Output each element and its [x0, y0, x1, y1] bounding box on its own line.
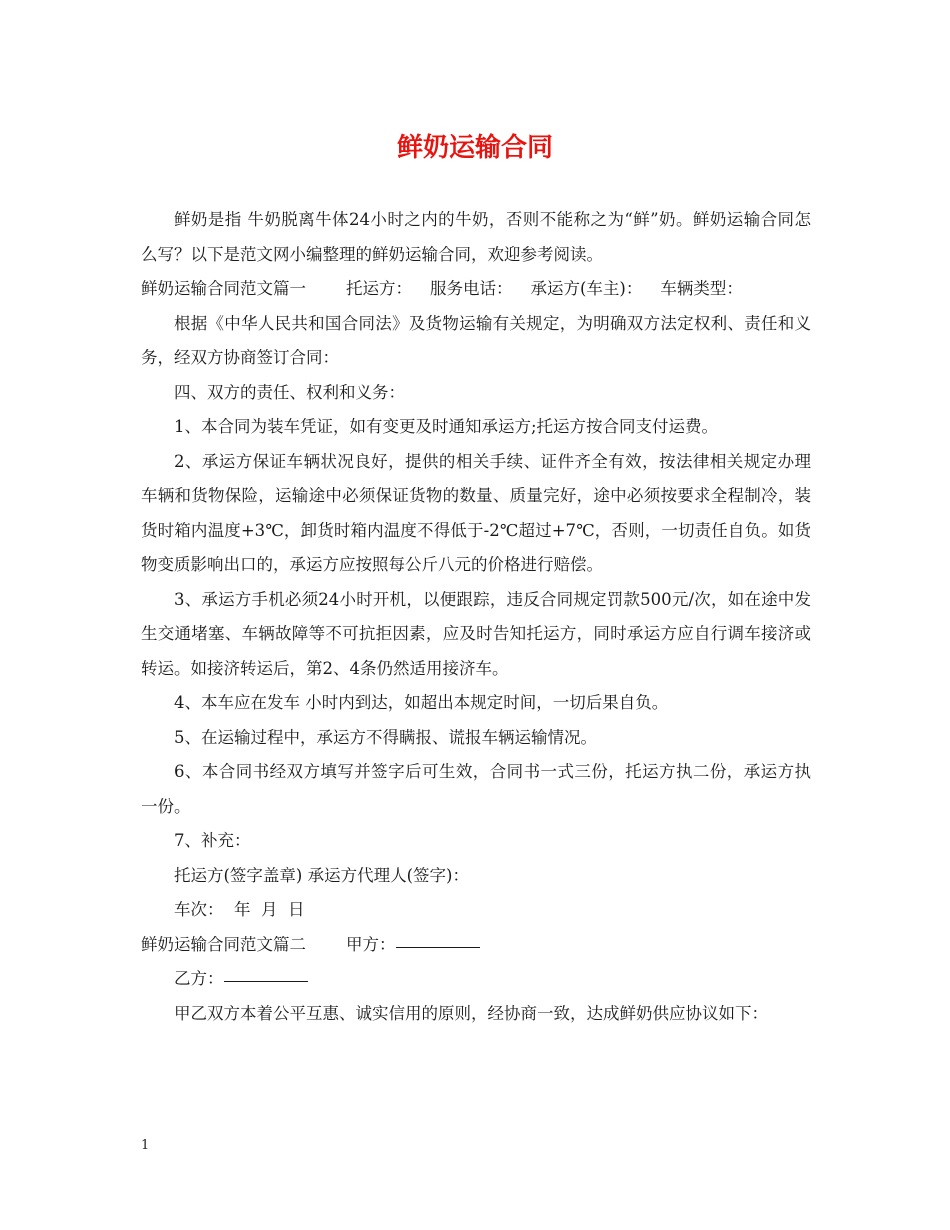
clause-3: 3、承运方手机必须24小时开机，以便跟踪，违反合同规定罚款500元/次，如在途中发生交通堵塞、车辆故障等不可抗拒因素，应及时告知托运方，同时承运方应自行调车接济或转运。如接济转运后，第2、4条仍然适用接济车。 [141, 589, 811, 678]
clause-5: 5、在运输过程中，承运方不得瞒报、谎报车辆运输情况。 [174, 727, 597, 747]
party-a-blank [396, 946, 480, 948]
party-b-line [141, 962, 811, 997]
document-body [141, 203, 811, 1031]
clause-4: 4、本车应在发车 小时内到达，如超出本规定时间，一切后果自负。 [174, 693, 669, 712]
sample1-heading: 鲜奶运输合同范文篇一 [141, 279, 306, 298]
field-vehicle-type: 车辆类型： [660, 279, 743, 298]
document-title: 鲜奶运输合同 [396, 133, 553, 163]
party-b-blank [224, 980, 308, 982]
section4-heading: 四、双方的责任、权利和义务： [174, 382, 405, 402]
signature-line: 托运方(签字盖章) 承运方代理人(签字)： [174, 865, 469, 885]
page-number: 1 [141, 1138, 150, 1153]
agreement-paragraph: 甲乙双方本着公平互惠、诚实信用的原则，经协商一致，达成鲜奶供应协议如下： [174, 1003, 768, 1023]
party-b-label: 乙方： [174, 969, 224, 988]
clause-2: 2、承运方保证车辆状况良好，提供的相关手续、证件齐全有效，按法律相关规定办理车辆和货物保险，运输途中必须保证货物的数量、质量完好，途中必须按要求全程制冷，装货时箱内温度+3℃，卸货时箱内温度不得低于-2℃超过+7℃，否则，一切责任自负。如货物变质影响出口的，承运方应按照每公斤八元的价格进行赔偿。 [141, 451, 811, 574]
clause-7: 7、补充： [174, 831, 251, 850]
field-carrier: 承运方(车主)： [530, 279, 643, 298]
party-a-label: 甲方： [346, 934, 396, 954]
sample1-header-line [141, 272, 811, 307]
clause-6: 6、本合同书经双方填写并签字后可生效，合同书一式三份，托运方执二份，承运方执一份。 [141, 762, 811, 816]
date-line: 车次： 年 月 日 [174, 900, 305, 919]
sample2-heading: 鲜奶运输合同范文篇二 [141, 934, 306, 954]
field-shipper: 托运方： [346, 279, 412, 298]
intro-paragraph: 鲜奶是指 牛奶脱离牛体24小时之内的牛奶，否则不能称之为“鲜”奶。鲜奶运输合同怎么写？以下是范文网小编整理的鲜奶运输合同，欢迎参考阅读。 [141, 210, 811, 264]
basis-paragraph: 根据《中华人民共和国合同法》及货物运输有关规定，为明确双方法定权利、责任和义务，经双方协商签订合同： [141, 313, 811, 367]
sample2-header-line [141, 928, 811, 963]
field-service-phone: 服务电话： [430, 279, 513, 298]
clause-1: 1、本合同为装车凭证，如有变更及时通知承运方;托运方按合同支付运费。 [174, 417, 719, 436]
